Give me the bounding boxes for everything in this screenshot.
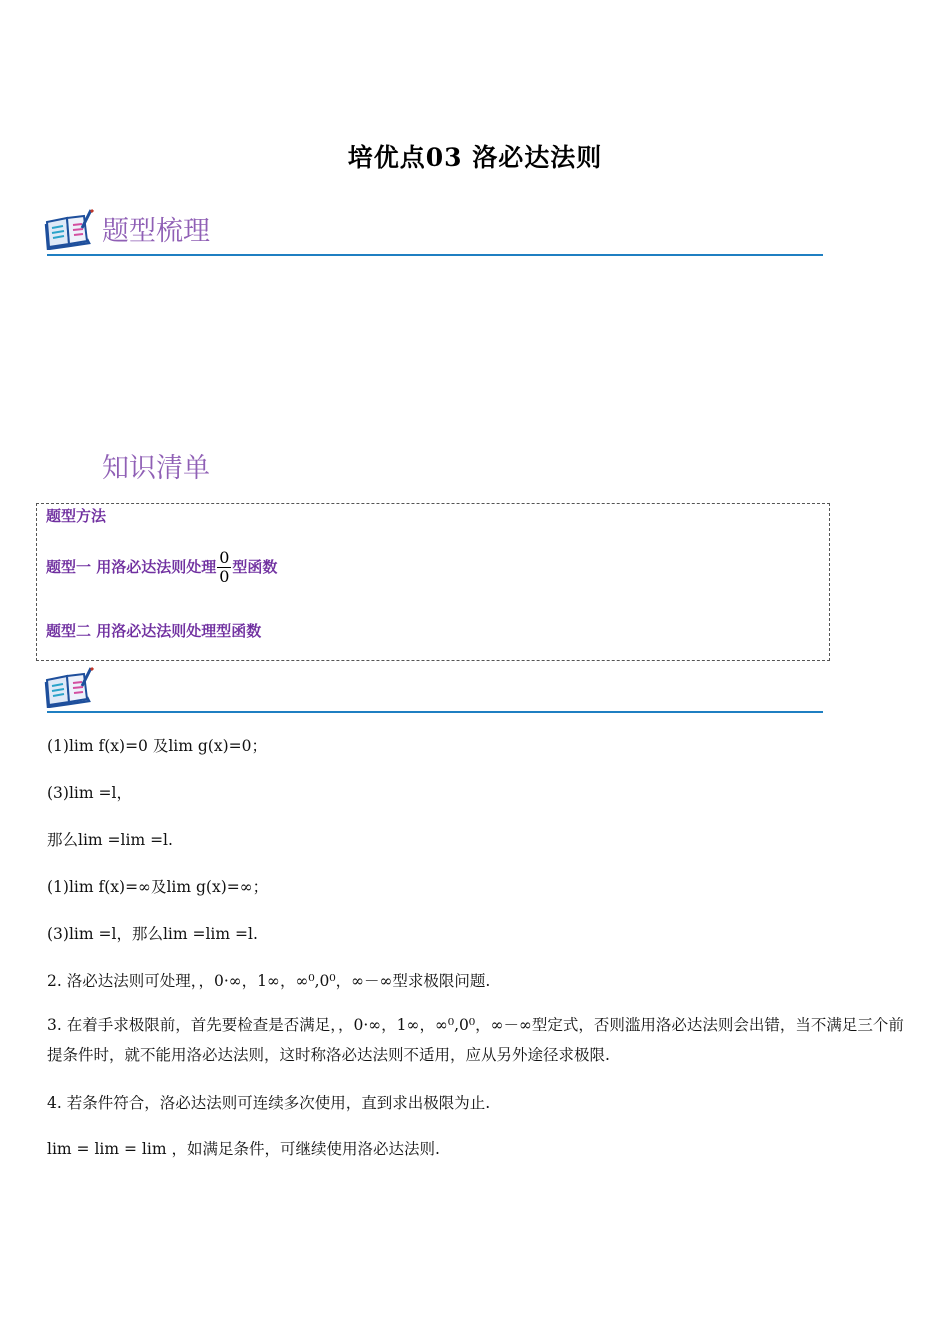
conclusion-line: 那么lim =lim =l. bbox=[47, 831, 173, 849]
box-item-type1-suffix: 型函数 bbox=[232, 558, 278, 576]
repeated-use-line: lim = lim = lim ，如满足条件，可继续使用洛必达法则. bbox=[47, 1140, 440, 1158]
note-4: 4. 若条件符合，洛必达法则可连续多次使用，直到求出极限为止. bbox=[47, 1094, 491, 1112]
condition-line-3: (3)lim =l， bbox=[47, 784, 132, 802]
condition-line-1: (1)lim f(x)=0 及lim g(x)=0； bbox=[47, 737, 267, 755]
section-heading-question-types: 题型梳理 bbox=[102, 216, 210, 247]
fraction-denominator: 0 bbox=[219, 567, 230, 586]
box-item-type1 bbox=[46, 549, 277, 586]
book-pencil-icon bbox=[44, 666, 94, 708]
zero-over-zero-fraction bbox=[217, 549, 231, 586]
section-divider bbox=[47, 254, 823, 256]
fraction-numerator: 0 bbox=[219, 548, 230, 567]
infinity-condition-line-3: (3)lim =l，那么lim =lim =l. bbox=[47, 925, 258, 943]
document-title: 培优点03 洛必达法则 bbox=[347, 143, 603, 172]
note-2: 2. 洛必达法则可处理，，0·∞，1∞，∞⁰,0⁰，∞－∞型求极限问题. bbox=[47, 972, 491, 990]
box-header: 题型方法 bbox=[46, 507, 107, 525]
box-item-type2: 题型二 用洛必达法则处理型函数 bbox=[46, 622, 262, 640]
infinity-condition-line-1: (1)lim f(x)=∞及lim g(x)=∞； bbox=[47, 878, 269, 896]
book-pencil-icon bbox=[44, 208, 94, 250]
section-heading-knowledge-list: 知识清单 bbox=[102, 453, 210, 484]
section-divider bbox=[47, 711, 823, 713]
note-3: 3. 在着手求极限前，首先要检查是否满足，，0·∞，1∞，∞⁰,0⁰，∞－∞型定式，否则滥用洛必达法则会出错，当不满足三个前提条件时，就不能用洛必达法则，这时称洛必达法则不适用，应从另外途径求极限. bbox=[47, 1016, 904, 1064]
box-item-type1-label: 题型一 用洛必达法则处理 bbox=[46, 558, 217, 576]
